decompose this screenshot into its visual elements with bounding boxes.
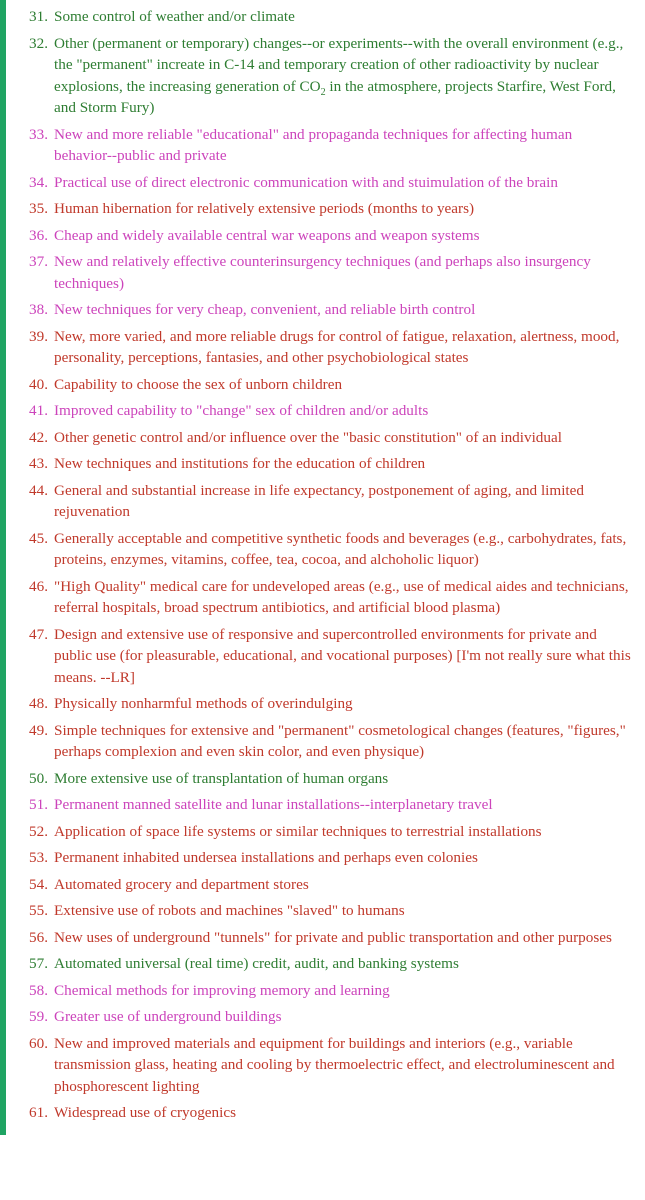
list-item	[0, 124, 631, 167]
list-item-number: 54.	[29, 875, 48, 893]
list-item	[0, 299, 631, 321]
list-item	[0, 900, 631, 922]
list-item-text: New and improved materials and equipment for buildings and interiors (e.g., variable transmission glass, heating and cooling by thermoelectric effect, and electroluminescent and phosphorescent lighting	[54, 1034, 615, 1095]
list-item-number: 35.	[29, 200, 48, 217]
list-item-number: 52.	[29, 822, 48, 840]
list-item-number: 42.	[29, 428, 48, 446]
list-item-number: 60.	[29, 1034, 48, 1052]
list-item-number: 36.	[29, 226, 48, 244]
list-item-text: Application of space life systems or similar techniques to terrestrial installations	[54, 822, 542, 840]
list-item-number: 50.	[29, 769, 48, 787]
list-item-text: More extensive use of transplantation of human organs	[54, 769, 389, 787]
list-item-text: Generally acceptable and competitive synthetic foods and beverages (e.g., carbohydrates, fats, proteins, enzymes, vitamins, coffee, tea, cocoa, and alchoholic liquor)	[54, 529, 627, 568]
list-item-text: General and substantial increase in life expectancy, postponement of aging, and limited rejuvenation	[54, 481, 584, 520]
list-item	[0, 427, 631, 449]
list-item	[0, 453, 631, 475]
list-item-number: 40.	[29, 375, 48, 393]
list-item	[0, 198, 631, 220]
list-item	[0, 720, 631, 763]
list-item	[0, 927, 631, 949]
list-item-number: 39.	[29, 327, 48, 345]
list-item-number: 56.	[29, 928, 48, 946]
list-item	[0, 821, 631, 843]
list-item-text: New techniques and institutions for the education of children	[54, 455, 426, 472]
list-item	[0, 6, 631, 28]
list-item-text: Practical use of direct electronic communication with and stuimulation of the brain	[54, 173, 558, 191]
list-item-number: 53.	[29, 849, 48, 866]
list-item-text: Chemical methods for improving memory and learning	[54, 981, 390, 999]
list-item	[0, 847, 631, 869]
list-item-text: Widespread use of cryogenics	[54, 1104, 236, 1121]
list-item-number: 33.	[29, 125, 48, 143]
list-item-text: Greater use of underground buildings	[54, 1008, 282, 1025]
list-item	[0, 794, 631, 816]
list-item-number: 61.	[29, 1104, 48, 1121]
list-item	[0, 874, 631, 896]
list-item-text: Other (permanent or temporary) changes--or experiments--with the overall environment (e.g., the "permanent" increate in C-14 and temporary creation of other radioactivity by nuclear explosions, the increasing generation of CO	[54, 34, 624, 95]
list-item-number: 41.	[29, 402, 48, 419]
list-item-number: 31.	[29, 8, 48, 25]
list-item-number: 34.	[29, 173, 48, 191]
list-item-text: Capability to choose the sex of unborn children	[54, 375, 343, 393]
list-item-number: 57.	[29, 955, 48, 972]
list-item-number: 58.	[29, 981, 48, 999]
list-item-text: Extensive use of robots and machines "slaved" to humans	[54, 902, 405, 919]
list-item-text: Improved capability to "change" sex of children and/or adults	[54, 402, 429, 419]
list-item-text: Physically nonharmful methods of overindulging	[54, 695, 353, 712]
list-item	[0, 326, 631, 369]
list-item	[0, 528, 631, 571]
list-item	[0, 1033, 631, 1098]
list-item	[0, 693, 631, 715]
list-item-number: 55.	[29, 902, 48, 919]
list-item-text: Automated grocery and department stores	[54, 875, 309, 893]
list-item	[0, 33, 631, 119]
list-item-number: 32.	[29, 34, 48, 52]
list-item-text: Permanent inhabited undersea installations and perhaps even colonies	[54, 849, 478, 866]
list-item	[0, 251, 631, 294]
list-item-text: Human hibernation for relatively extensive periods (months to years)	[54, 200, 475, 217]
list-item-text-continued: in the atmosphere, projects Starfire, West Ford, and Storm Fury)	[54, 77, 616, 116]
prediction-list	[0, 6, 631, 1124]
list-item-text: New techniques for very cheap, convenient, and reliable birth control	[54, 301, 476, 318]
list-item	[0, 225, 631, 247]
list-item-number: 47.	[29, 625, 48, 643]
list-item	[0, 480, 631, 523]
list-item-number: 48.	[29, 695, 48, 712]
list-item-text: "High Quality" medical care for undeveloped areas (e.g., use of medical aides and technicians, referral hospitals, broad spectrum antibiotics, and artificial blood plasma)	[54, 577, 629, 616]
list-item-number: 59.	[29, 1008, 48, 1025]
list-item	[0, 953, 631, 975]
list-item	[0, 172, 631, 194]
list-item-text: Automated universal (real time) credit, audit, and banking systems	[54, 955, 459, 972]
subscript-text: 2	[320, 86, 326, 98]
list-item	[0, 400, 631, 422]
list-item-text: Cheap and widely available central war weapons and weapon systems	[54, 226, 480, 244]
list-item	[0, 576, 631, 619]
list-item-number: 44.	[29, 481, 48, 499]
list-item-text: Design and extensive use of responsive and supercontrolled environments for private and public use (for pleasurable, educational, and vocational purposes) [I'm not really sure what this means. --LR]	[54, 625, 631, 686]
list-item	[0, 624, 631, 689]
list-item-number: 51.	[29, 796, 48, 813]
list-item-number: 49.	[29, 721, 48, 739]
list-item-number: 43.	[29, 455, 48, 472]
list-item-text: New, more varied, and more reliable drugs for control of fatigue, relaxation, alertness, mood, personality, perceptions, fantasies, and other psychobiological states	[54, 327, 620, 366]
list-item	[0, 374, 631, 396]
list-item-text: Simple techniques for extensive and "permanent" cosmetological changes (features, "figures," perhaps complexion and even skin color, and even physique)	[54, 721, 626, 760]
list-item-number: 45.	[29, 529, 48, 547]
list-item	[0, 980, 631, 1002]
list-item-text: New uses of underground "tunnels" for private and public transportation and other purposes	[54, 928, 612, 946]
list-item-text: Permanent manned satellite and lunar installations--interplanetary travel	[54, 796, 493, 813]
list-item	[0, 1006, 631, 1028]
list-item-text: New and more reliable "educational" and propaganda techniques for affecting human behavior--public and private	[54, 125, 573, 164]
list-item	[0, 768, 631, 790]
list-item-text: Some control of weather and/or climate	[54, 8, 295, 25]
list-item-text: Other genetic control and/or influence over the "basic constitution" of an individual	[54, 428, 562, 446]
list-item-number: 46.	[29, 577, 48, 595]
list-item	[0, 1102, 631, 1124]
list-item-number: 38.	[29, 301, 48, 318]
list-item-text: New and relatively effective counterinsurgency techniques (and perhaps also insurgency techniques)	[54, 253, 591, 292]
list-item-number: 37.	[29, 253, 48, 270]
